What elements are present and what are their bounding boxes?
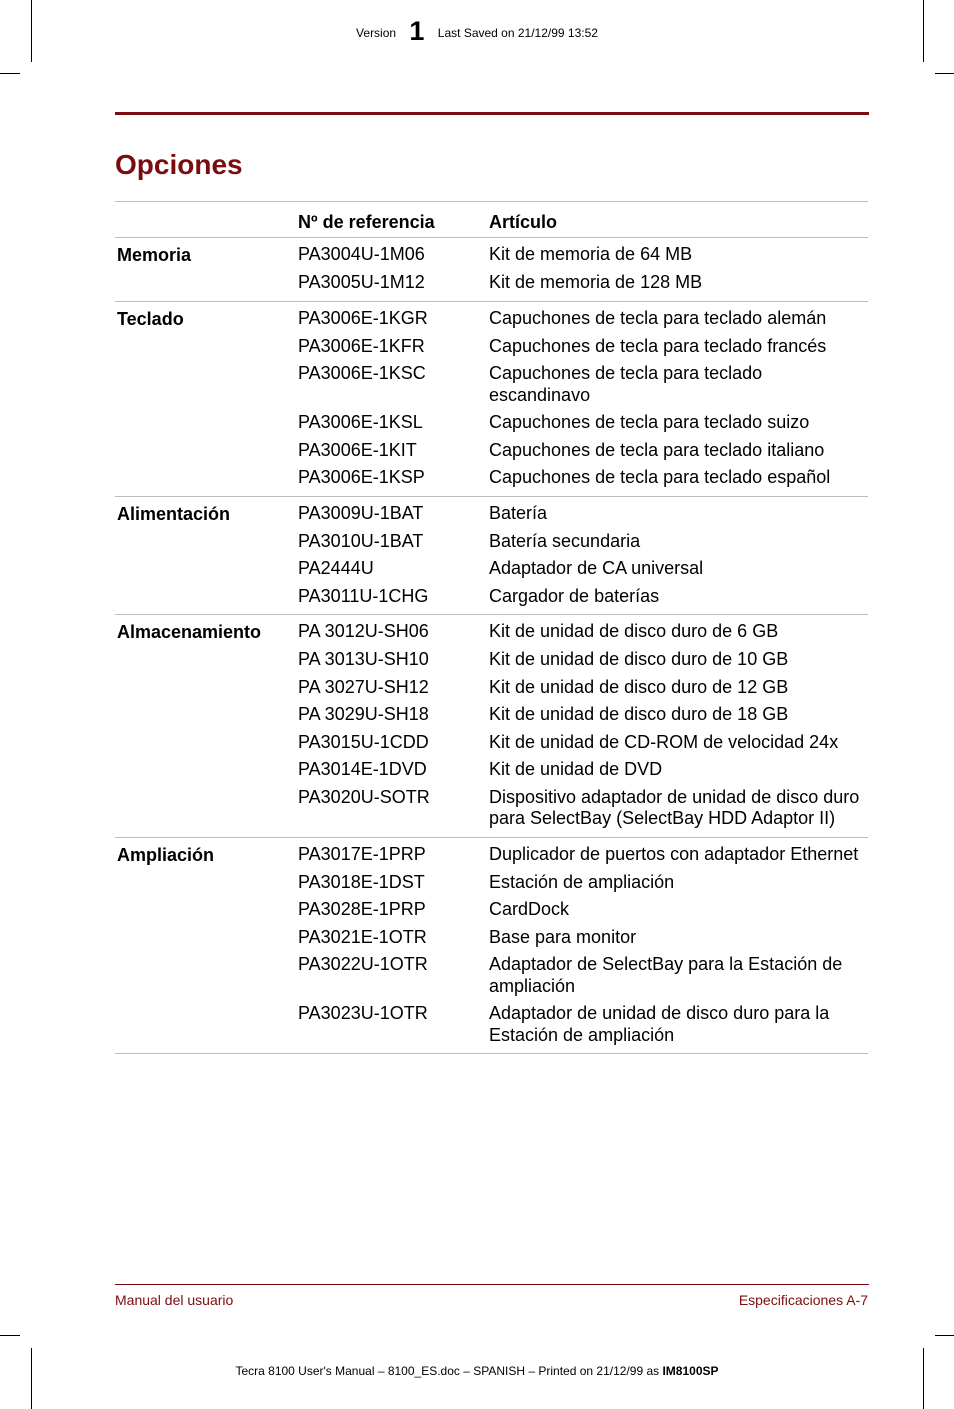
table-row (115, 558, 868, 586)
part-number: PA3015U-1CDD (298, 731, 429, 752)
print-info-text: Tecra 8100 User's Manual – 8100_ES.doc – SPANISH – Printed on 21/12/99 as (235, 1364, 663, 1378)
part-number: PA3028E-1PRP (298, 899, 426, 919)
table-row (115, 899, 868, 927)
item-description: Kit de unidad de DVD (489, 759, 663, 779)
category-label (115, 704, 298, 732)
item-description: Base para monitor (489, 926, 637, 947)
category-label (115, 872, 298, 900)
table-row (115, 759, 868, 787)
part-number: PA3011U-1CHG (298, 586, 489, 615)
category-label (115, 467, 298, 496)
table-row (115, 954, 868, 1003)
table-row (115, 440, 868, 468)
part-number: PA3006E-1KSP (298, 467, 489, 496)
ref-column-header: Nº de referencia (298, 202, 489, 238)
category-label (115, 787, 298, 838)
title-rule (115, 112, 869, 115)
table-row (115, 677, 868, 705)
category-label (115, 1003, 298, 1054)
part-number: PA3006E-1KIT (298, 439, 417, 460)
item-description: Cargador de baterías (489, 586, 868, 615)
table-row (115, 732, 868, 760)
part-number: PA3017E-1PRP (298, 843, 426, 864)
part-number: PA 3013U-SH10 (298, 649, 429, 669)
part-number: PA3018E-1DST (298, 871, 425, 892)
item-description: Batería secundaria (489, 530, 641, 551)
footer-rule (115, 1284, 869, 1285)
print-info (0, 1363, 954, 1379)
crop-mark (0, 1335, 20, 1336)
item-description: Kit de memoria de 128 MB (489, 272, 868, 301)
table-row (115, 467, 868, 496)
crop-mark (935, 1335, 954, 1336)
last-saved: Last Saved on 21/12/99 13:52 (437, 25, 598, 40)
part-number: PA 3029U-SH18 (298, 704, 429, 724)
part-number: PA3006E-1KFR (298, 335, 425, 356)
part-number: PA3004U-1M06 (298, 244, 425, 264)
table-row (115, 615, 868, 650)
table-row (115, 336, 868, 364)
part-number: PA3006E-1KSL (298, 412, 423, 432)
table-row (115, 238, 868, 273)
table-row (115, 837, 868, 872)
part-number: PA3020U-SOTR (298, 787, 489, 838)
category-label (115, 412, 298, 440)
item-description: Batería (489, 502, 548, 523)
category-label (115, 363, 298, 412)
table-row (115, 1003, 868, 1054)
footer-page-label: Especificaciones A-7 (738, 1292, 868, 1308)
item-description: Dispositivo adaptador de unidad de disco duro para SelectBay (SelectBay HDD Adaptor II) (489, 787, 868, 838)
table-row (115, 704, 868, 732)
item-description: Capuchones de tecla para teclado suizo (489, 412, 810, 432)
category-label: Teclado (117, 308, 184, 329)
item-description: Kit de unidad de disco duro de 18 GB (489, 704, 789, 724)
item-description: Adaptador de SelectBay para la Estación de ampliación (489, 954, 843, 996)
table-row (115, 927, 868, 955)
category-label (115, 649, 298, 677)
category-label (115, 759, 298, 787)
part-number: PA3022U-1OTR (298, 954, 428, 974)
item-description: Capuchones de tecla para teclado francés (489, 335, 827, 356)
category-header (115, 202, 298, 238)
table-row (115, 272, 868, 301)
category-label: Almacenamiento (117, 622, 262, 642)
part-number: PA3006E-1KGR (298, 307, 428, 328)
item-description: Estación de ampliación (489, 871, 675, 892)
item-description: Adaptador de unidad de disco duro para la Estación de ampliación (489, 1003, 868, 1054)
crop-mark (0, 73, 20, 74)
category-label (115, 272, 298, 301)
version-header (0, 15, 954, 47)
category-label (115, 336, 298, 364)
table-row (115, 496, 868, 531)
item-description: Capuchones de tecla para teclado escandinavo (489, 363, 763, 405)
item-description: Capuchones de tecla para teclado español (489, 467, 868, 496)
item-description: Kit de memoria de 64 MB (489, 244, 693, 264)
part-number: PA3021E-1OTR (298, 926, 427, 947)
version-number: 1 (409, 15, 425, 46)
page-title: Opciones (115, 149, 243, 180)
item-description: Capuchones de tecla para teclado alemán (489, 307, 827, 328)
part-number: PA3014E-1DVD (298, 759, 427, 779)
item-description: Kit de unidad de disco duro de 10 GB (489, 649, 789, 669)
item-description: CardDock (489, 899, 570, 919)
item-description: Kit de unidad de disco duro de 6 GB (489, 621, 779, 641)
category-label (115, 558, 298, 586)
crop-mark (935, 73, 954, 74)
table-row (115, 412, 868, 440)
category-label: Alimentación (117, 503, 231, 524)
table-row (115, 649, 868, 677)
version-label: Version (356, 25, 397, 40)
table-row (115, 872, 868, 900)
item-description: Kit de unidad de disco duro de 12 GB (489, 676, 789, 697)
part-number: PA3010U-1BAT (298, 530, 424, 551)
table-row (115, 301, 868, 336)
part-number: PA3009U-1BAT (298, 502, 424, 523)
table-row (115, 586, 868, 615)
category-label: Ampliación (117, 844, 215, 865)
part-number: PA 3012U-SH06 (298, 621, 429, 641)
item-description: Duplicador de puertos con adaptador Ethernet (489, 843, 859, 864)
table-row (115, 787, 868, 838)
part-number: PA3005U-1M12 (298, 272, 489, 301)
table-row (115, 363, 868, 412)
options-table (115, 201, 868, 1054)
category-label (115, 899, 298, 927)
category-label (115, 954, 298, 1003)
part-number: PA 3027U-SH12 (298, 676, 429, 697)
item-description: Kit de unidad de CD-ROM de velocidad 24x (489, 731, 839, 752)
category-label (115, 586, 298, 615)
footer-manual-title: Manual del usuario (115, 1292, 234, 1308)
category-label (115, 677, 298, 705)
part-number: PA3006E-1KSC (298, 363, 426, 383)
table-row (115, 531, 868, 559)
part-number: PA2444U (298, 558, 374, 578)
category-label (115, 732, 298, 760)
part-number: PA3023U-1OTR (298, 1003, 489, 1054)
item-column-header: Artículo (489, 202, 868, 238)
table-header-row (115, 202, 868, 238)
item-description: Capuchones de tecla para teclado italiano (489, 439, 825, 460)
category-label (115, 440, 298, 468)
category-label (115, 531, 298, 559)
print-info-code: IM8100SP (662, 1364, 719, 1378)
category-label: Memoria (117, 245, 192, 265)
category-label (115, 927, 298, 955)
item-description: Adaptador de CA universal (489, 558, 704, 578)
